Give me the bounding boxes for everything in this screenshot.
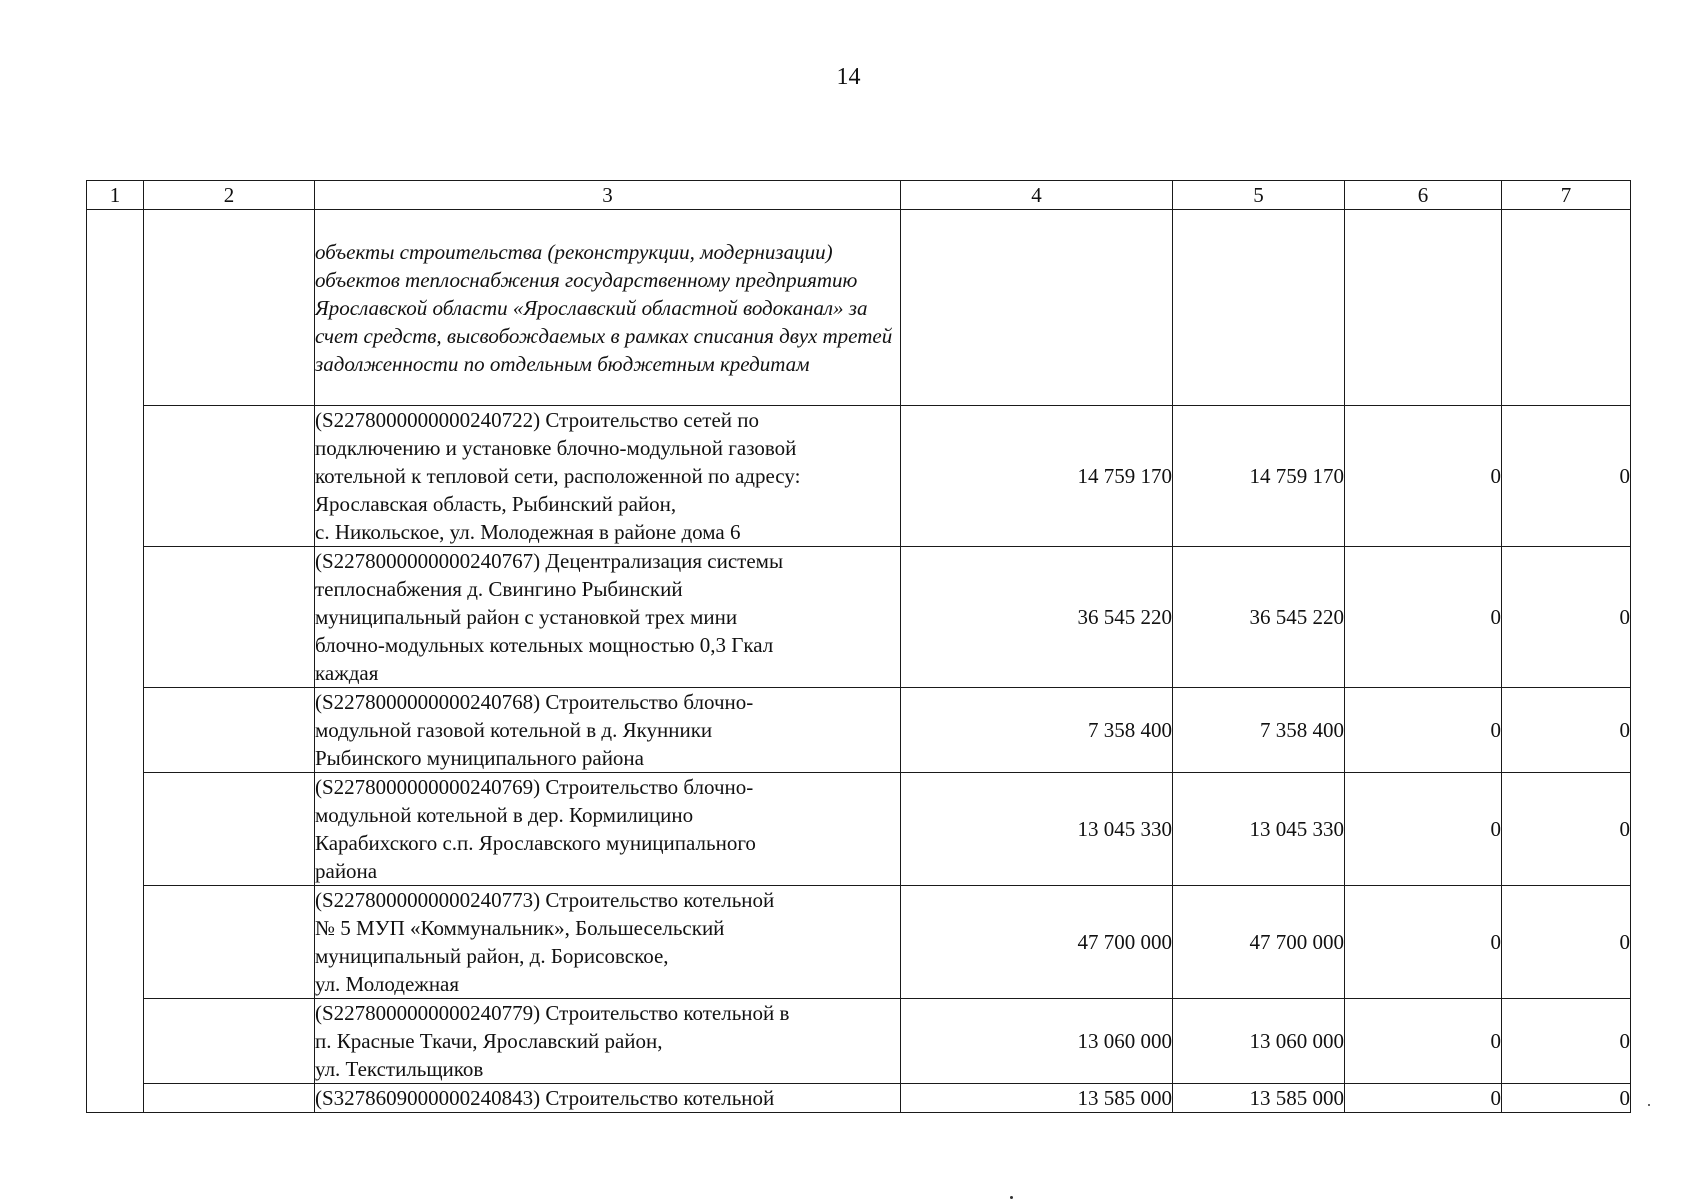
description-line: теплоснабжения д. Свингино Рыбинский bbox=[315, 577, 683, 601]
description-line: подключению и установке блочно-модульной газовой bbox=[315, 436, 797, 460]
description-line: Ярославская область, Рыбинский район, bbox=[315, 492, 677, 516]
row-cell-col2 bbox=[144, 688, 315, 773]
column-header-3: 3 bbox=[315, 181, 901, 210]
row-value-col7: 0 bbox=[1502, 999, 1631, 1084]
row-value-col5: 13 045 330 bbox=[1173, 773, 1345, 886]
description-line: блочно-модульных котельных мощностью 0,3 Гкал bbox=[315, 633, 774, 657]
row-value-col6: 0 bbox=[1345, 1084, 1502, 1113]
row-description bbox=[315, 406, 901, 547]
row-cell-col2 bbox=[144, 1084, 315, 1113]
row-description bbox=[315, 999, 901, 1084]
row-value-col4: 36 545 220 bbox=[901, 547, 1173, 688]
description-line: каждая bbox=[315, 661, 379, 685]
row-cell-col2 bbox=[144, 406, 315, 547]
subheading-row bbox=[87, 210, 1631, 406]
description-line: модульной котельной в дер. Кормилицино bbox=[315, 803, 694, 827]
row-value-col6: 0 bbox=[1345, 773, 1502, 886]
description-line: Рыбинского муниципального района bbox=[315, 746, 644, 770]
description-line: (S2278000000000240779) Строительство котельной в bbox=[315, 1001, 790, 1025]
description-line: п. Красные Ткачи, Ярославский район, bbox=[315, 1029, 663, 1053]
row-value-col7: 0 bbox=[1502, 886, 1631, 999]
scan-speck bbox=[1648, 1104, 1650, 1106]
description-line: котельной к тепловой сети, расположенной по адресу: bbox=[315, 464, 801, 488]
row-value-col5: 36 545 220 bbox=[1173, 547, 1345, 688]
description-line: (S3278609000000240843) Строительство котельной bbox=[315, 1086, 775, 1110]
page-number: 14 bbox=[836, 64, 861, 90]
row-cell-col2 bbox=[144, 886, 315, 999]
description-line: ул. Молодежная bbox=[315, 972, 460, 996]
description-line: с. Никольское, ул. Молодежная в районе дома 6 bbox=[315, 520, 741, 544]
row-value-col7: 0 bbox=[1502, 773, 1631, 886]
row-description bbox=[315, 1084, 901, 1113]
description-line: ул. Текстильщиков bbox=[315, 1057, 484, 1081]
row-value-col7: 0 bbox=[1502, 547, 1631, 688]
description-line: муниципальный район с установкой трех мини bbox=[315, 605, 738, 629]
row-value-col4: 13 045 330 bbox=[901, 773, 1173, 886]
description-line: района bbox=[315, 859, 378, 883]
row-cell-col2 bbox=[144, 547, 315, 688]
row-value-col6: 0 bbox=[1345, 406, 1502, 547]
table-row bbox=[87, 547, 1631, 688]
row-cell-col5 bbox=[1173, 210, 1345, 406]
row-cell-col2 bbox=[144, 210, 315, 406]
table-row bbox=[87, 999, 1631, 1084]
column-header-4: 4 bbox=[901, 181, 1173, 210]
row-cell-col7 bbox=[1502, 210, 1631, 406]
budget-table bbox=[86, 180, 1631, 1113]
table-row bbox=[87, 688, 1631, 773]
row-cell-col2 bbox=[144, 999, 315, 1084]
row-value-col7: 0 bbox=[1502, 1084, 1631, 1113]
row-value-col5: 13 585 000 bbox=[1173, 1084, 1345, 1113]
column-header-7: 7 bbox=[1502, 181, 1631, 210]
subheading-text: объекты строительства (реконструкции, модернизации) объектов теплоснабжения государственному предприятию Ярославской области «Ярославский областной водоканал» за счет средств, высвобождаемых в рамках списания двух третей задолженности по отдельным бюджетным кредитам bbox=[315, 210, 901, 406]
row-cell-col4 bbox=[901, 210, 1173, 406]
row-value-col6: 0 bbox=[1345, 688, 1502, 773]
row-value-col6: 0 bbox=[1345, 886, 1502, 999]
row-cell-col6 bbox=[1345, 210, 1502, 406]
description-line: (S2278000000000240767) Децентрализация системы bbox=[315, 549, 784, 573]
table-row bbox=[87, 773, 1631, 886]
description-line: (S2278000000000240768) Строительство блочно- bbox=[315, 690, 754, 714]
row-value-col4: 13 060 000 bbox=[901, 999, 1173, 1084]
row-cell-col2 bbox=[144, 773, 315, 886]
description-line: модульной газовой котельной в д. Якунники bbox=[315, 718, 713, 742]
scan-speck bbox=[1010, 1196, 1013, 1199]
description-line: (S2278000000000240722) Строительство сетей по bbox=[315, 408, 760, 432]
row-description bbox=[315, 886, 901, 999]
row-value-col4: 47 700 000 bbox=[901, 886, 1173, 999]
description-line: муниципальный район, д. Борисовское, bbox=[315, 944, 669, 968]
column-1-merged-cell bbox=[87, 210, 144, 1113]
table-row bbox=[87, 406, 1631, 547]
row-value-col5: 47 700 000 bbox=[1173, 886, 1345, 999]
row-value-col4: 7 358 400 bbox=[901, 688, 1173, 773]
row-value-col4: 13 585 000 bbox=[901, 1084, 1173, 1113]
row-value-col5: 7 358 400 bbox=[1173, 688, 1345, 773]
column-header-6: 6 bbox=[1345, 181, 1502, 210]
row-description bbox=[315, 773, 901, 886]
description-line: Карабихского с.п. Ярославского муниципального bbox=[315, 831, 756, 855]
description-line: (S2278000000000240769) Строительство блочно- bbox=[315, 775, 754, 799]
row-description bbox=[315, 688, 901, 773]
table-row bbox=[87, 1084, 1631, 1113]
row-value-col6: 0 bbox=[1345, 999, 1502, 1084]
description-line: (S2278000000000240773) Строительство котельной bbox=[315, 888, 775, 912]
column-header-5: 5 bbox=[1173, 181, 1345, 210]
row-value-col6: 0 bbox=[1345, 547, 1502, 688]
description-line: № 5 МУП «Коммунальник», Большесельский bbox=[315, 916, 725, 940]
column-header-2: 2 bbox=[144, 181, 315, 210]
column-header-1: 1 bbox=[87, 181, 144, 210]
row-description bbox=[315, 547, 901, 688]
row-value-col7: 0 bbox=[1502, 406, 1631, 547]
row-value-col7: 0 bbox=[1502, 688, 1631, 773]
row-value-col4: 14 759 170 bbox=[901, 406, 1173, 547]
row-value-col5: 13 060 000 bbox=[1173, 999, 1345, 1084]
table-header-row bbox=[87, 181, 1631, 210]
row-value-col5: 14 759 170 bbox=[1173, 406, 1345, 547]
table-row bbox=[87, 886, 1631, 999]
